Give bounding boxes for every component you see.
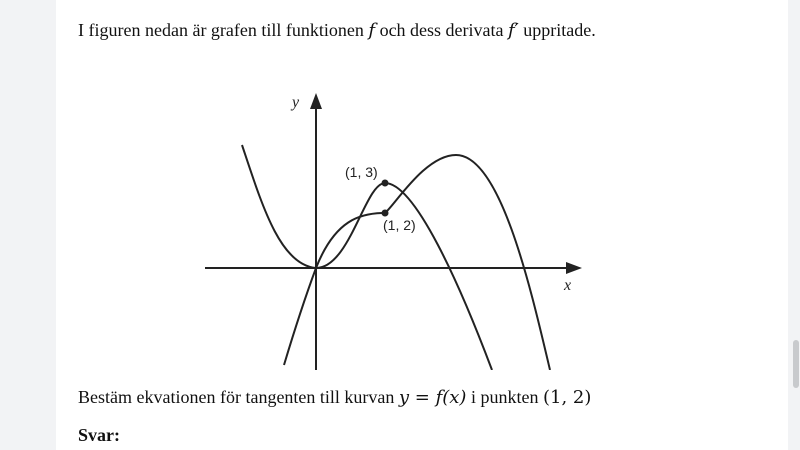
x-axis-label: x <box>564 277 572 294</box>
task-mid: i punkten <box>470 387 539 407</box>
task-intro: Bestäm ekvationen för tangenten till kurvan <box>78 387 395 407</box>
point-label-1-2: (1, 2) <box>383 217 416 233</box>
x-axis-arrow-icon <box>566 262 582 274</box>
question-text <box>78 20 596 41</box>
derivative-symbol: f′ <box>508 20 519 41</box>
curve-f-prime <box>284 155 550 370</box>
question-end: uppritade. <box>523 20 596 40</box>
curve-equation: y = f(x) <box>398 387 467 408</box>
question-intro: I figuren nedan är grafen till funktionen <box>78 20 364 40</box>
graph-svg <box>200 85 600 370</box>
y-axis-label: y <box>292 94 300 111</box>
y-axis-arrow-icon <box>310 93 322 109</box>
answer-label: Svar: <box>78 425 120 445</box>
scrollbar-thumb[interactable] <box>793 340 799 388</box>
function-symbol-f: f <box>368 20 376 41</box>
function-graph-figure <box>200 85 600 370</box>
point-1-3 <box>382 180 389 187</box>
task-text <box>78 387 591 408</box>
task-point: (1, 2) <box>542 387 592 408</box>
question-mid: och dess derivata <box>379 20 504 40</box>
point-label-1-3: (1, 3) <box>345 164 378 180</box>
point-1-2 <box>382 210 389 217</box>
